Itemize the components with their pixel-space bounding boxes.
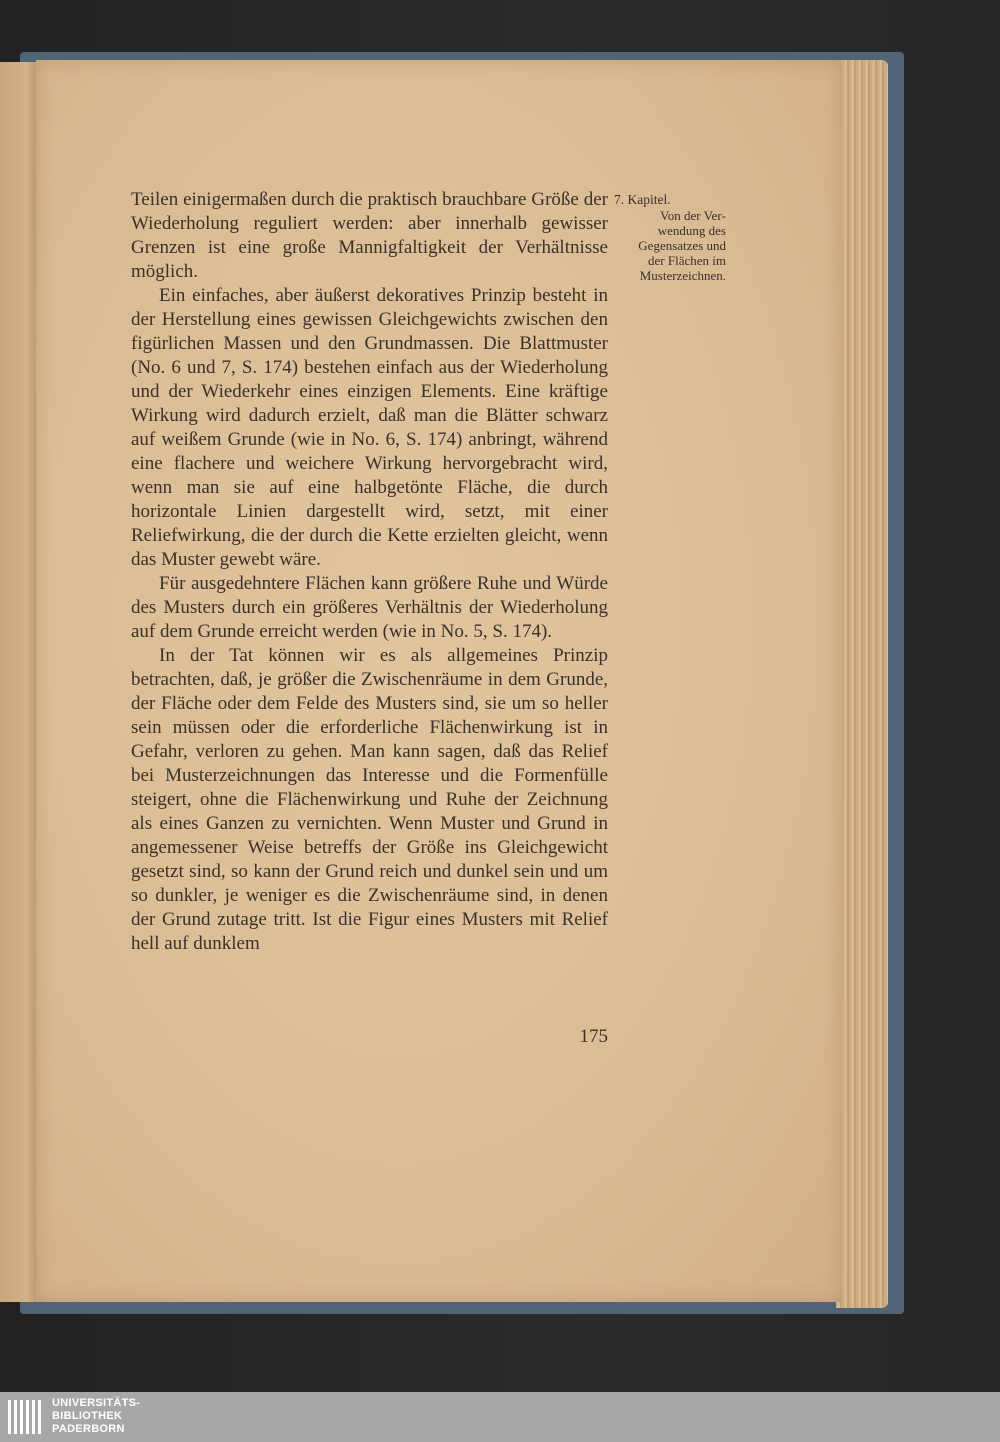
logo-line-2: BIBLIOTHEK: [52, 1410, 123, 1422]
paragraph-1: Teilen einigermaßen durch die praktisch brauchbare Größe der Wiederholung reguliert werden: aber innerhalb gewisser Grenzen ist eine große Mannigfaltigkeit der Verhältnisse möglich.: [131, 189, 608, 282]
margin-note: [614, 192, 726, 283]
page-edges: [836, 60, 888, 1308]
book-page: [36, 60, 842, 1302]
logo-line-3: PADERBORN: [52, 1423, 125, 1435]
library-logo-icon: [6, 1398, 44, 1436]
page-number: 175: [579, 1026, 608, 1047]
logo-line-1: UNIVERSITÄTS-: [52, 1397, 141, 1409]
footer-bar: [0, 1392, 1000, 1442]
paragraph-3: Für ausgedehntere Flächen kann größere Ruhe und Würde des Musters durch ein größeres Verhältnis der Wiederholung auf dem Grunde erreicht werden (wie in No. 5, S. 174).: [131, 573, 608, 642]
margin-note-text: Von der Verwendung des Gegensatzes und der Flächen im Musterzeichnen.: [638, 208, 726, 283]
paragraph-2: Ein einfaches, aber äußerst dekoratives Prinzip besteht in der Herstellung eines gewissen Gleichgewichts zwischen den figürlichen Massen und den Grundmassen. Die Blattmuster (No. 6 und 7, S. 174) bestehen einfach aus der Wiederholung und der Wiederkehr eines einzigen Elements. Eine kräftige Wirkung wird dadurch erzielt, daß man die Blätter schwarz auf weißem Grunde (wie in No. 6, S. 174) anbringt, während eine flachere und weichere Wirkung hervorgebracht wird, wenn man sie auf eine halbgetönte Fläche, die durch horizontale Linien dargestellt wird, setzt, mit einer Reliefwirkung, die der durch die Kette erzielten gleicht, wenn das Muster gewebt wäre.: [131, 285, 608, 570]
paragraph-4: In der Tat können wir es als allgemeines Prinzip betrachten, daß, je größer die Zwischenräume in dem Grunde, der Fläche oder dem Felde des Musters sind, sie um so heller sein müssen oder die erforderliche Flächenwirkung ist in Gefahr, verloren zu gehen. Man kann sagen, daß das Relief bei Musterzeichnungen das Interesse und die Formenfülle steigert, ohne die Flächenwirkung und Ruhe der Zeichnung als eines Ganzen zu vernichten. Wenn Muster und Grund in angemessener Weise betreffs der Größe ins Gleichgewicht gesetzt sind, so kann der Grund reich und dunkel sein und um so dunkler, je weniger es die Zwischenräume sind, in denen der Grund zutage tritt. Ist die Figur eines Musters mit Relief hell auf dunklem: [131, 645, 608, 954]
chapter-label: 7. Kapitel.: [614, 192, 671, 207]
body-text: [131, 188, 608, 956]
library-logo-text: [52, 1397, 192, 1436]
previous-page-edge: [0, 62, 38, 1302]
